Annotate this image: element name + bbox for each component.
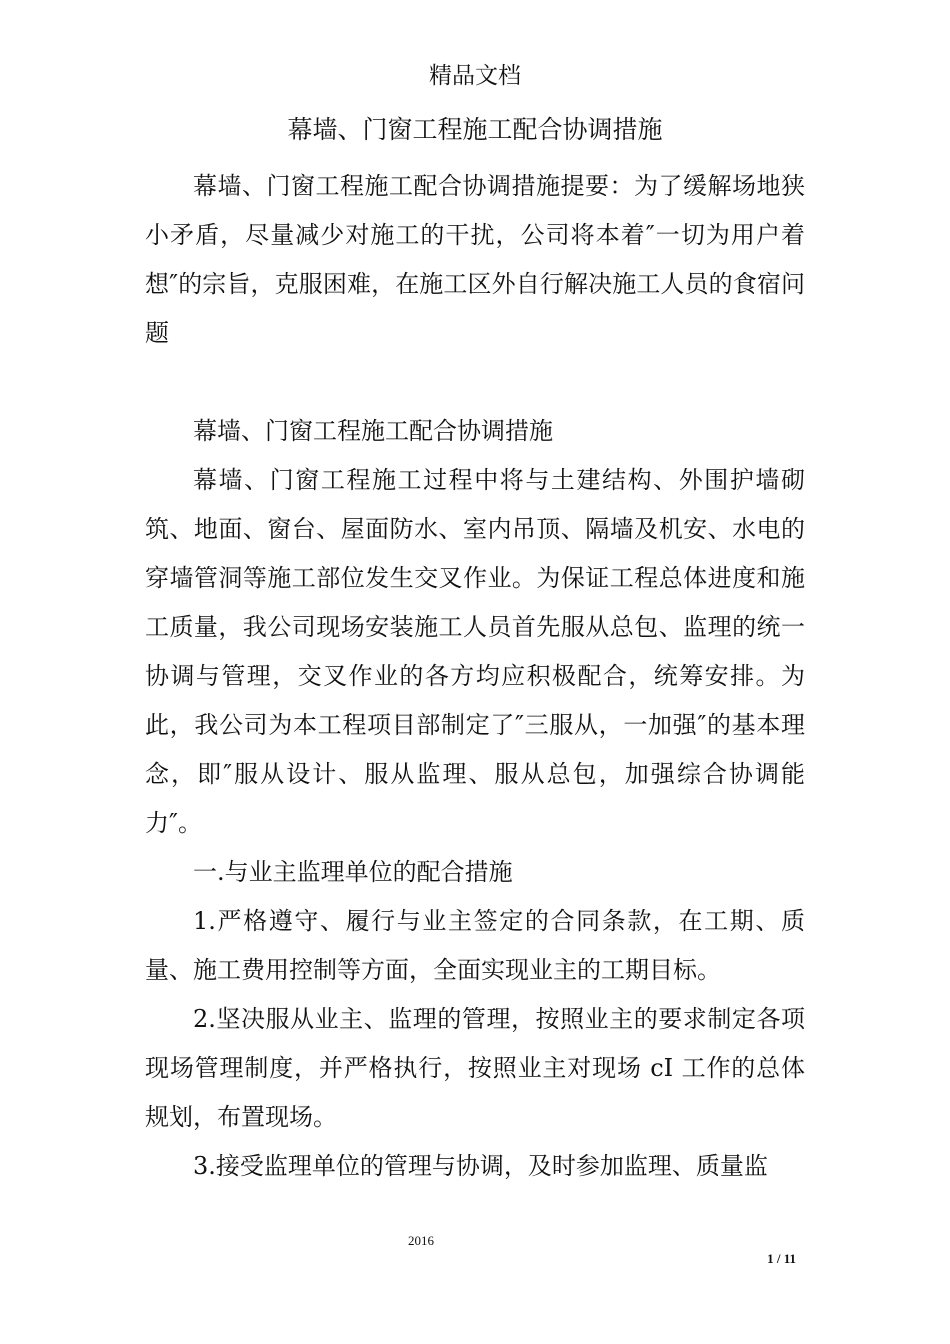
page-number [700, 1250, 796, 1268]
page-total: 11 [783, 1251, 796, 1266]
header-label: 精品文档 [429, 63, 521, 89]
summary-paragraph: 幕墙、门窗工程施工配合协调措施提要：为了缓解场地狭小矛盾，尽量减少对施工的干扰，公司将本着″一切为用户着想″的宗旨，克服困难，在施工区外自行解决施工人员的食宿问题 [145, 172, 805, 347]
document-title: 幕墙、门窗工程施工配合协调措施 [287, 115, 663, 144]
footer-year: 2016 [408, 1233, 434, 1248]
page-separator: / [776, 1251, 781, 1266]
page-current: 1 [767, 1251, 774, 1266]
list-item: 1.严格遵守、履行与业主签定的合同条款，在工期、质量、施工费用控制等方面，全面实现业主的工期目标。 [145, 907, 805, 984]
list-item: 3.接受监理单位的管理与协调，及时参加监理、质量监 [193, 1152, 768, 1180]
list-item: 2.坚决服从业主、监理的管理，按照业主的要求制定各项现场管理制度，并严格执行，按照业主对现场 cI 工作的总体规划，布置现场。 [145, 1005, 805, 1131]
subsection-heading: 一.与业主监理单位的配合措施 [193, 858, 513, 886]
section-heading: 幕墙、门窗工程施工配合协调措施 [193, 417, 553, 445]
document-body [145, 162, 805, 1191]
paragraph-gap [145, 358, 805, 407]
body-paragraph: 幕墙、门窗工程施工过程中将与土建结构、外围护墙砌筑、地面、窗台、屋面防水、室内吊顶、隔墙及机安、水电的穿墙管洞等施工部位发生交叉作业。为保证工程总体进度和施工质量，我公司现场安装施工人员首先服从总包、监理的统一协调与管理，交叉作业的各方均应积极配合，统筹安排。为此，我公司为本工程项目部制定了″三服从，一加强″的基本理念，即″服从设计、服从监理、服从总包，加强综合协调能力″。 [145, 466, 805, 837]
